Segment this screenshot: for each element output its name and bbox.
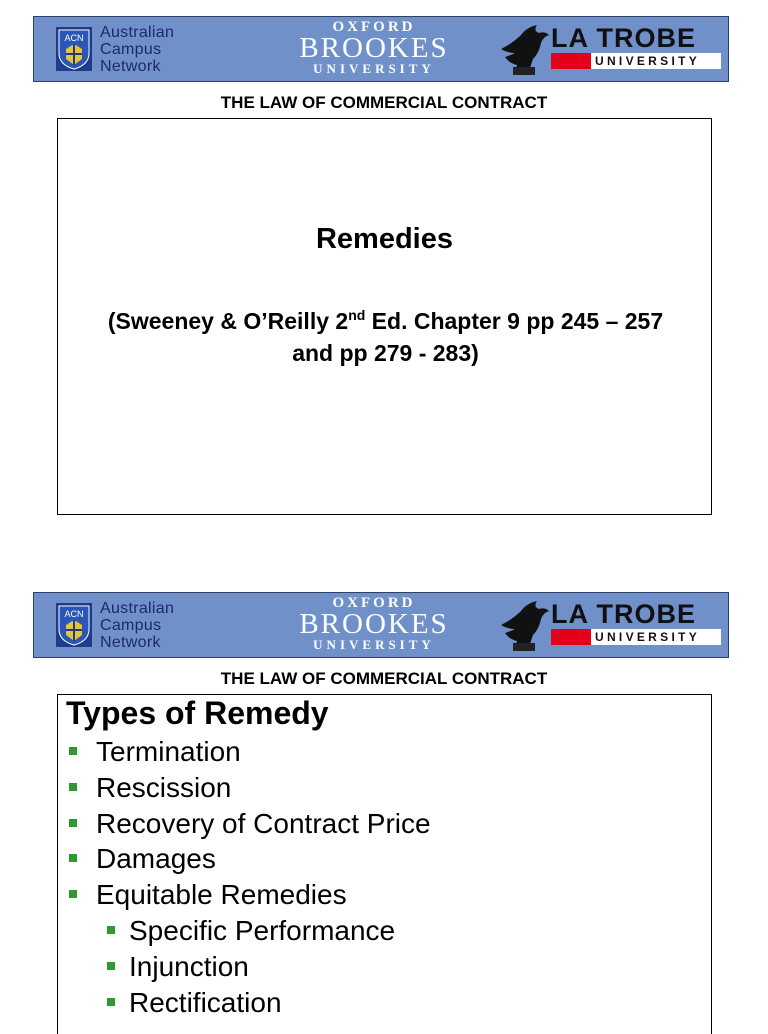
eagle-icon xyxy=(499,599,551,653)
eagle-icon xyxy=(499,23,551,77)
list-item-text: Equitable Remedies xyxy=(96,879,347,911)
course-title: THE LAW OF COMMERCIAL CONTRACT xyxy=(220,669,548,688)
sub-list-item xyxy=(66,985,431,1021)
list-item xyxy=(66,734,431,770)
list-item xyxy=(66,770,431,806)
la-trobe-logo: LA TROBE UNIVERSITY xyxy=(499,599,724,653)
sub-list-item xyxy=(66,949,431,985)
square-bullet-icon xyxy=(107,962,115,970)
course-title: THE LAW OF COMMERCIAL CONTRACT xyxy=(220,93,548,112)
square-bullet-icon xyxy=(69,819,77,827)
list-item-text: Specific Performance xyxy=(129,914,396,946)
list-item xyxy=(66,877,431,913)
acn-wordmark: Australian Campus Network xyxy=(100,600,175,651)
acn-shield-icon xyxy=(56,603,92,647)
square-bullet-icon xyxy=(107,926,115,934)
slide-title: Types of Remedy xyxy=(66,695,329,731)
square-bullet-icon xyxy=(69,854,77,862)
square-bullet-icon xyxy=(69,783,77,791)
square-bullet-icon xyxy=(69,747,77,755)
list-item xyxy=(66,806,431,842)
acn-wordmark: Australian Campus Network xyxy=(100,24,175,75)
list-item-text: Termination xyxy=(96,736,241,767)
header-banner xyxy=(33,16,729,82)
acn-shield-icon xyxy=(56,27,92,71)
list-item xyxy=(66,841,431,877)
oxford-brookes-logo: OXFORD BROOKES UNIVERSITY xyxy=(299,19,449,76)
la-trobe-logo: LA TROBE UNIVERSITY xyxy=(499,23,724,77)
oxford-brookes-logo: OXFORD BROOKES UNIVERSITY xyxy=(299,595,449,652)
sub-list-item xyxy=(66,913,431,949)
list-item-text: Damages xyxy=(96,843,216,875)
slide-content-box xyxy=(57,118,712,515)
svg-text:ACN: ACN xyxy=(64,33,84,43)
header-banner xyxy=(33,592,729,658)
list-item-text: Rescission xyxy=(96,771,232,803)
list-item-text: Recovery of Contract Price xyxy=(96,807,431,839)
slide-title: Remedies xyxy=(315,223,453,255)
textbook-reference: (Sweeney & O’Reilly 2nd Ed. Chapter 9 pp 245 – 257 and pp 279 - 283) xyxy=(107,307,664,366)
slide-content-box xyxy=(57,694,712,1034)
list-item-text: Injunction xyxy=(129,950,249,982)
square-bullet-icon xyxy=(107,998,115,1006)
svg-text:ACN: ACN xyxy=(64,609,84,619)
square-bullet-icon xyxy=(69,890,77,898)
remedy-list xyxy=(66,734,431,1020)
list-item-text: Rectification xyxy=(129,986,282,1018)
